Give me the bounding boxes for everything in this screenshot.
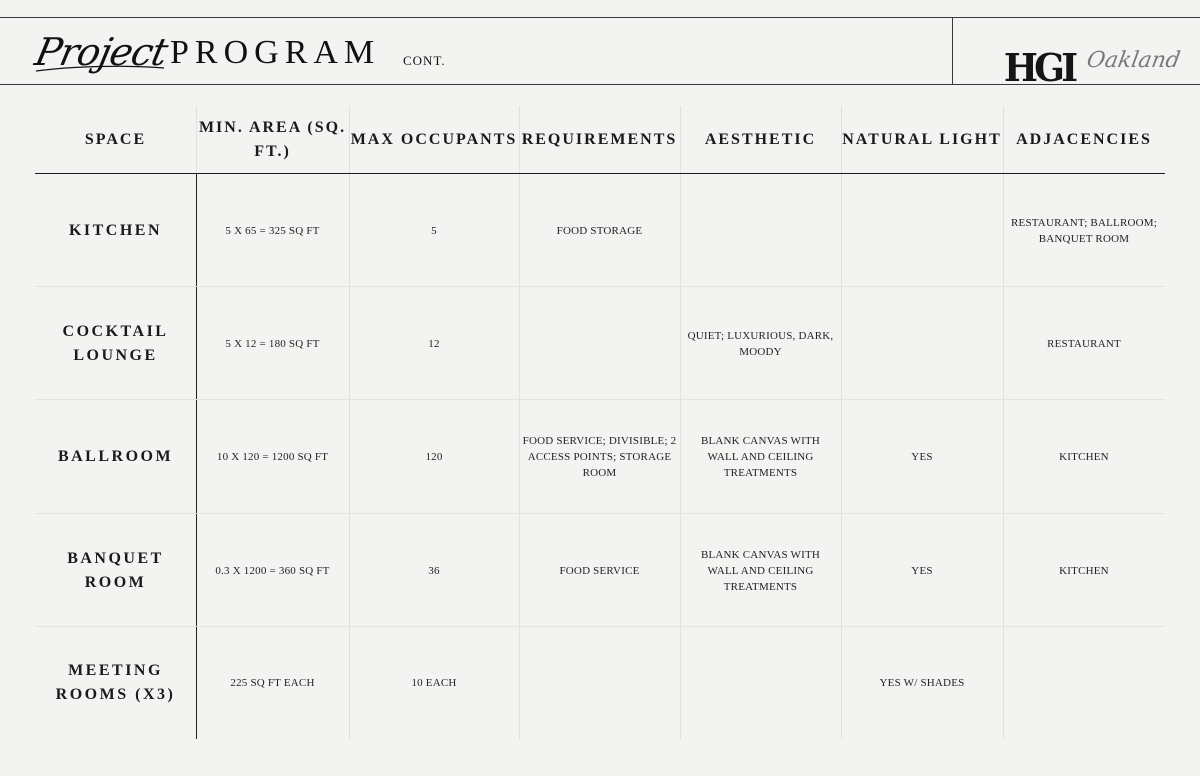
table-cell-light: YES W/ SHADES [879, 677, 965, 689]
table-cell-area: 5 X 12 = 180 SQ FT [225, 337, 320, 350]
column-header-space: SPACE [84, 130, 147, 148]
table-row-space: COCKTAIL LOUNGE [62, 322, 169, 364]
column-header-aesthetic: AESTHETIC [704, 130, 817, 148]
table-cell-aesthetic [680, 627, 841, 739]
table-row-space: MEETING ROOMS (X3) [55, 662, 176, 703]
table-cell-adjacencies: RESTAURANT; BALLROOM; BANQUET ROOM [1010, 216, 1158, 245]
table-cell-light [841, 287, 1003, 400]
table-row-space: BALLROOM [57, 447, 174, 465]
table-cell-area: 225 SQ FT EACH [230, 677, 315, 689]
table-row-space: BANQUET ROOM [67, 549, 164, 591]
project-script-word: Project [31, 30, 172, 74]
column-header-min-area: MIN. AREA (SQ. FT.) [198, 118, 347, 160]
table-row-space: KITCHEN [68, 221, 163, 239]
page-header [0, 17, 1200, 90]
column-header-adjacencies: ADJACENCIES [1016, 130, 1152, 148]
header-divider [952, 18, 953, 84]
table-cell-occupants: 36 [428, 564, 440, 577]
page-title: PROGRAM [170, 34, 381, 71]
table-cell-aesthetic: BLANK CANVAS WITH WALL AND CEILING TREATMENTS [700, 548, 821, 593]
table-cell-light: YES [911, 450, 933, 463]
table-cell-light [841, 174, 1003, 287]
table-cell-aesthetic: QUIET; LUXURIOUS, DARK, MOODY [687, 329, 834, 358]
table-cell-area: 10 X 120 = 1200 SQ FT [216, 450, 329, 463]
table-cell-adjacencies [1003, 627, 1165, 739]
table-cell-requirements: FOOD SERVICE; DIVISIBLE; 2 ACCESS POINTS; STORAGE ROOM [522, 434, 677, 479]
script-flourish [34, 64, 166, 74]
table-cell-requirements [519, 287, 680, 400]
table-cell-light: YES [911, 564, 933, 577]
table-cell-occupants: 10 EACH [411, 677, 457, 689]
column-header-max-occupants: MAX OCCUPANTS [350, 130, 518, 148]
oakland-logo-script: Oakland [1084, 48, 1183, 73]
hgi-logo: HGI [1003, 45, 1075, 90]
table-cell-occupants: 120 [425, 450, 443, 463]
column-header-requirements: REQUIREMENTS [521, 130, 678, 148]
table-cell-requirements: FOOD SERVICE [559, 564, 640, 577]
table-cell-adjacencies: KITCHEN [1059, 564, 1109, 577]
table-cell-area: 5 X 65 = 325 SQ FT [225, 224, 320, 237]
table-cell-occupants: 5 [431, 224, 437, 237]
table-cell-aesthetic [680, 174, 841, 287]
table-cell-area: 0.3 X 1200 = 360 SQ FT [215, 564, 330, 577]
table-cell-adjacencies: KITCHEN [1059, 450, 1109, 463]
page-title-suffix: CONT. [403, 53, 446, 68]
table-cell-requirements: FOOD STORAGE [556, 224, 643, 237]
column-header-natural-light: NATURAL LIGHT [842, 130, 1002, 148]
table-cell-occupants: 12 [428, 337, 440, 350]
table-cell-requirements [519, 627, 680, 739]
table-cell-aesthetic: BLANK CANVAS WITH WALL AND CEILING TREATMENTS [700, 434, 821, 479]
table-cell-adjacencies: RESTAURANT [1047, 337, 1121, 350]
